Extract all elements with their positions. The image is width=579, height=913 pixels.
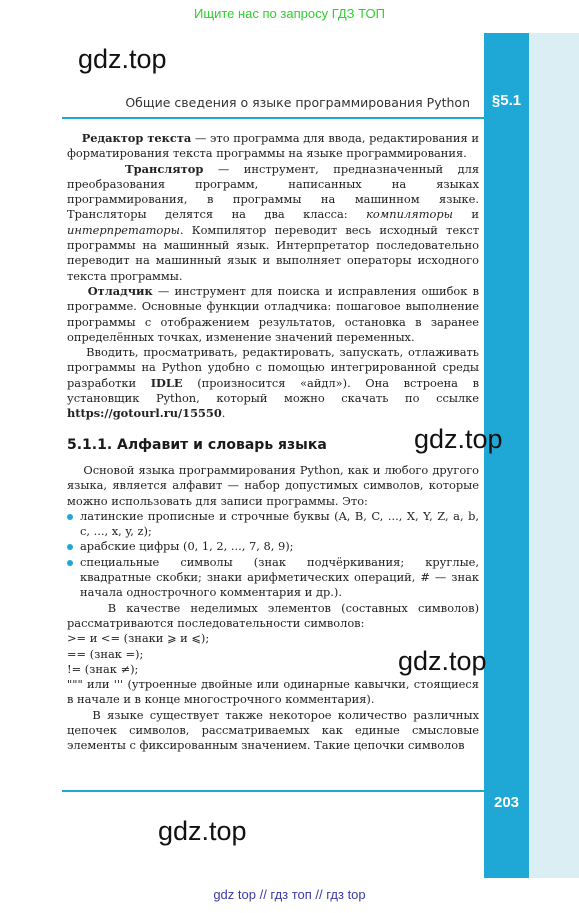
conj-and: и [452,207,479,222]
running-head: Общие сведения о языке программирования Python [125,95,470,110]
translator-text-1: — инструмент, предназначенный для преобразования программ, написанных на языках программирования, в программы на машинном языке. Трансляторы делятся на два класса: [67,161,480,222]
list-item [67,555,479,601]
page-number: 203 [493,794,520,811]
idle-end: . [221,406,226,421]
composite-intro-text: В качестве неделимых элементов (составных символов) рассматриваются последовательности символов: [67,600,480,630]
watermark: gdz.top [158,816,247,846]
term-editor: Редактор текста [81,131,192,145]
bullet-dot-icon [67,544,73,550]
subsection-title: 5.1.1. Алфавит и словарь языка [67,437,327,453]
paragraph-idle [67,345,479,421]
translator-text-2: . Компилятор переводит весь исходный текст программы на машинный язык. Интерпретатор последовательно переводит на машинный язык и выполняет операторы исходного текста программы. [67,222,479,283]
bullet-dot-icon [67,560,73,566]
top-banner[interactable]: Ищите нас по запросу ГДЗ ТОП [194,6,385,21]
closing-text: В языке существует также некоторое количество различных цепочек символов, рассматриваемых как единые смысловые элементы с фиксированным значением. Такие цепочки символов [67,707,479,753]
alphabet-intro [67,463,479,509]
paragraph-translator [67,162,479,284]
blue-tab [484,33,529,878]
alphabet-intro-text: Основой языка программирования Python, как и любого другого языка, является алфавит — набор допустимых символов, которые можно использовать для записи программы. Это: [67,463,479,508]
section-tab-label: §5.1 [491,92,522,109]
list-item-text: латинские прописные и строчные буквы (A, B, C, ..., X, Y, Z, a, b, c, ..., x, y, z); [80,508,479,539]
composite-intro [67,601,479,632]
header-rule [62,117,484,119]
debugger-text: — инструмент для поиска и исправления ошибок в программе. Основные функции отладчика: пошаговое выполнение программы с отображением результатов, остановка в заранее определённых точках, изменение значений переменных. [67,283,479,344]
section-body [67,463,479,754]
term-debugger: Отладчик [87,283,153,298]
idle-text-1: Вводить, просматривать, редактировать, запускать, отлаживать программы на Python удобно с помощью интегрированной среды разработки [67,345,479,390]
alphabet-list [67,509,479,601]
watermark: gdz.top [398,646,487,676]
term-translator: Транслятор [125,161,204,176]
bottom-banner[interactable]: gdz top // гдз топ // гдз top [213,887,366,902]
footer-rule [62,790,484,792]
editor-text: — это программа для ввода, редактирования и форматирования текста программы на языке программирования. [67,131,479,161]
list-item [67,539,479,554]
term-compilers: компиляторы [366,207,453,222]
idle-text-2: (произносится «айдл»). Она встроена в установщик Python, который можно скачать по ссылке [67,375,479,406]
code-line: >= и <= (знаки ⩾ и ⩽); [67,631,210,646]
idle-link[interactable]: https://gotourl.ru/15550 [67,406,222,421]
list-item [67,509,479,540]
term-interpreters: интерпретаторы [67,222,180,237]
side-strip [529,33,579,878]
paragraph-debugger [67,284,479,345]
watermark: gdz.top [78,44,167,74]
bullet-dot-icon [67,514,73,520]
paragraph-editor [67,131,479,162]
body-text-block [67,131,479,422]
term-idle: IDLE [150,375,183,390]
code-line: """ или ''' (утроенные двойные или одинарные кавычки, стоящиеся в начале и в конце многострочного комментария). [67,677,479,707]
list-item-text: арабские цифры (0, 1, 2, ..., 7, 8, 9); [80,539,294,554]
list-item-text: специальные символы (знак подчёркивания; круглые, квадратные скобки; знаки арифметических операций, # — знак начала однострочного комментария и др.). [80,554,479,600]
watermark: gdz.top [414,424,503,454]
code-line: != (знак ≠); [67,661,139,676]
closing-paragraph [67,708,479,754]
code-line: == (знак =); [67,646,144,661]
